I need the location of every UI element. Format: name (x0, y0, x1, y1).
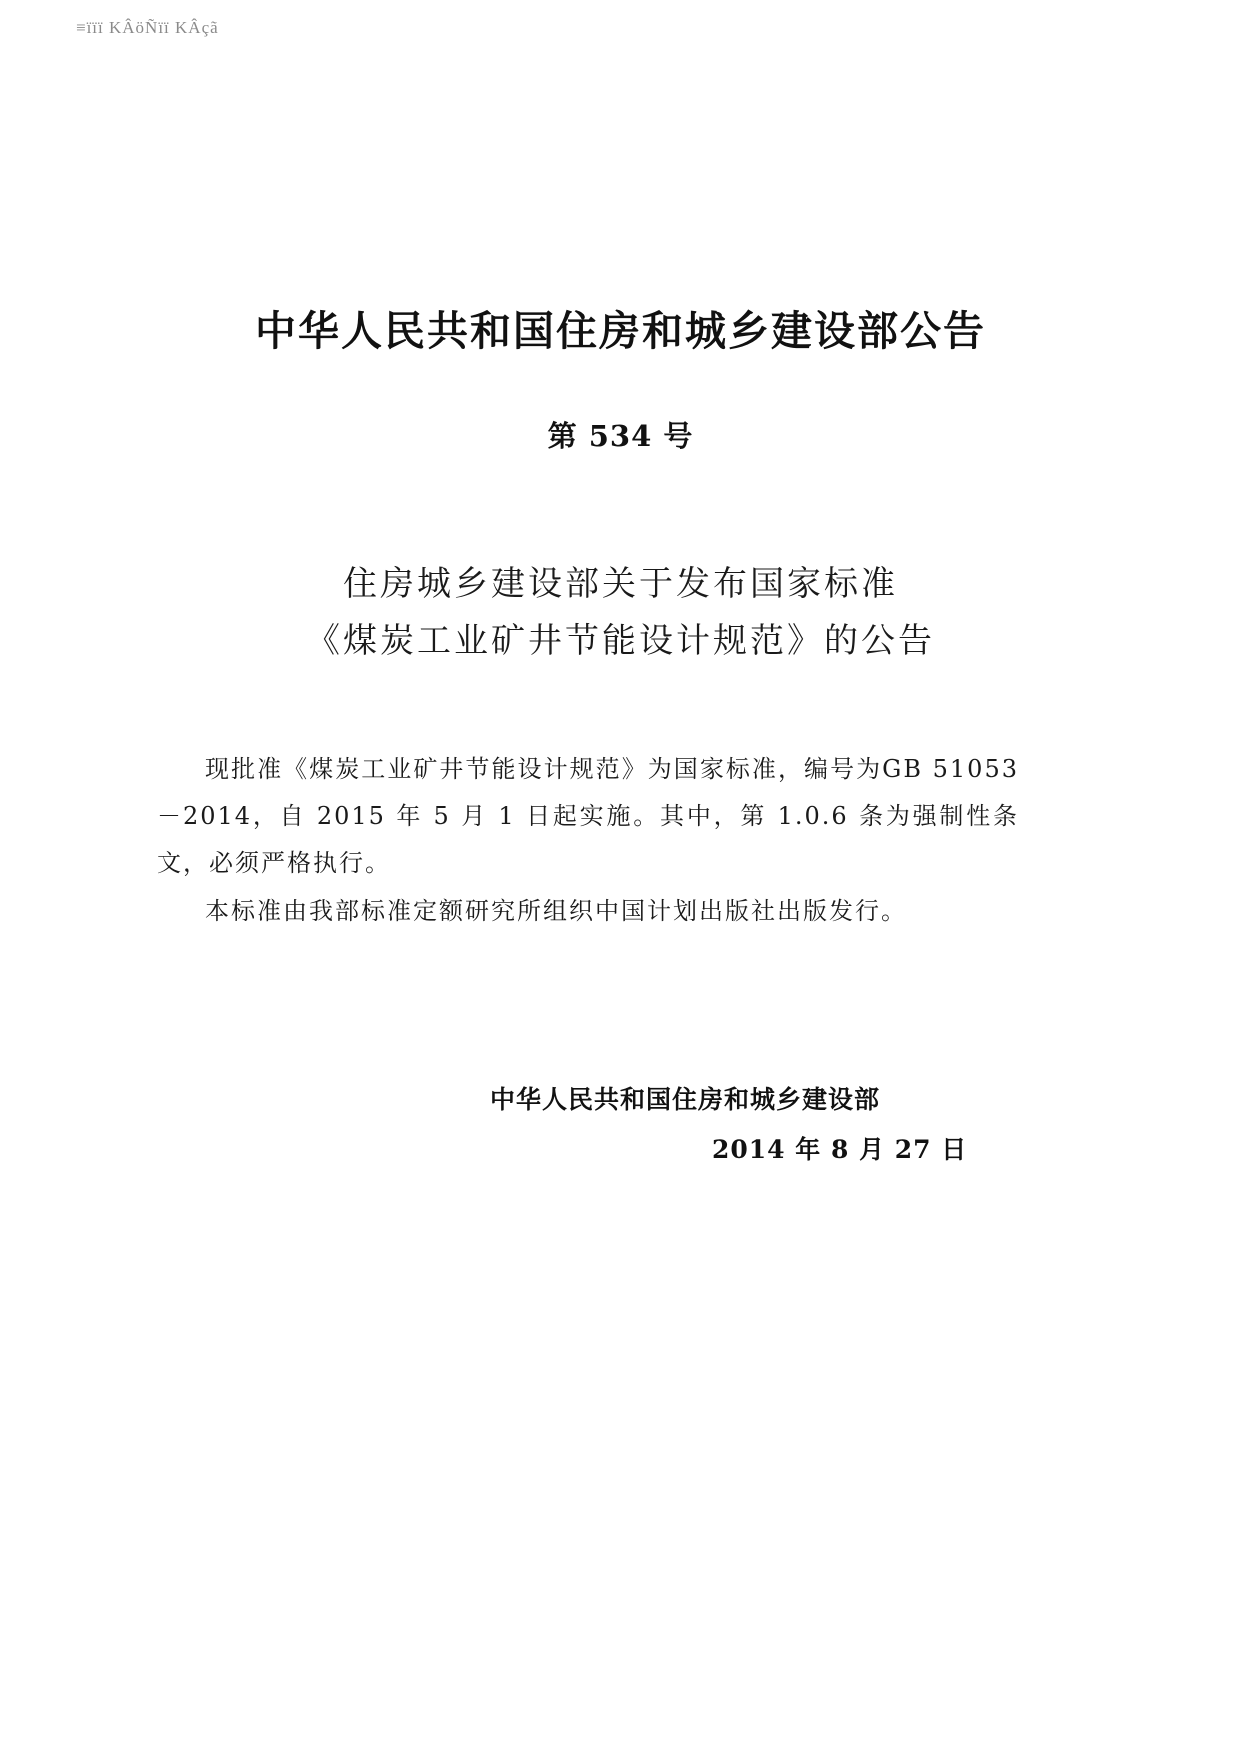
signature-date: 2014 年 8 月 27 日 (712, 1135, 968, 1164)
announcement-number: 第 534 号 (547, 419, 694, 453)
announcement-header: 中华人民共和国住房和城乡建设部公告 (255, 307, 986, 355)
body-paragraph-1: 现批准《煤炭工业矿井节能设计规范》为国家标准，编号为GB 51053－2014，自 2015 年 5 月 1 日起实施。其中，第 1.0.6 条为强制性条文，必须严格执行。 (157, 755, 1019, 877)
scan-watermark: ≡ïïï KÂöÑïï KÂçã (76, 18, 219, 37)
body-paragraph-2-container (157, 888, 1019, 935)
notice-title-line2: 《煤炭工业矿井节能设计规范》的公告 (306, 621, 935, 661)
signature-organization: 中华人民共和国住房和城乡建设部 (490, 1085, 881, 1114)
body-paragraph-1-container (157, 746, 1019, 887)
notice-title-line1: 住房城乡建设部关于发布国家标准 (343, 564, 898, 604)
body-paragraph-2: 本标准由我部标准定额研究所组织中国计划出版社出版发行。 (205, 897, 907, 925)
